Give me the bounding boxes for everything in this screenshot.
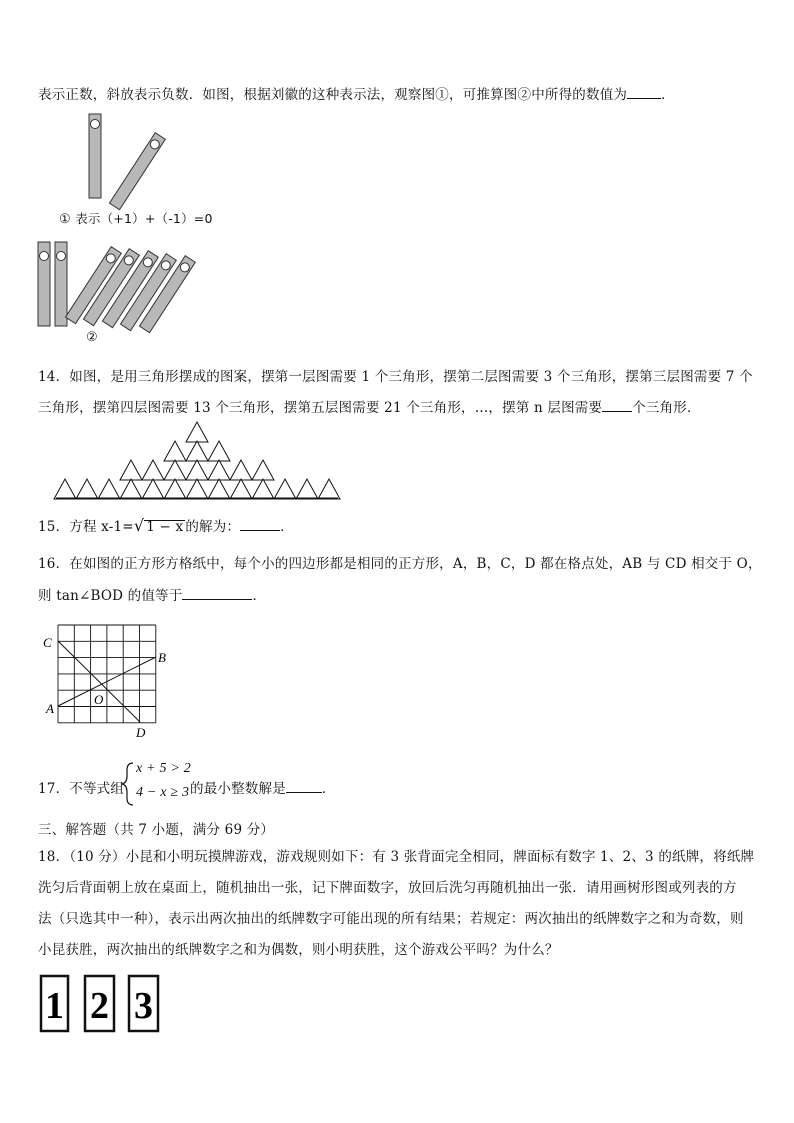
label-C: C bbox=[43, 635, 52, 650]
q15-radicand: 1 − x bbox=[146, 519, 184, 535]
card-3 bbox=[129, 976, 158, 1031]
q13-text: 表示正数，斜放表示负数．如图，根据刘徽的这种表示法，观察图①，可推算图②中所得的数值为 bbox=[38, 87, 628, 103]
label-B: B bbox=[158, 650, 166, 665]
q17-prefix: 17．不等式组 bbox=[38, 781, 125, 797]
q16-line-1: 16．在如图的正方形方格纸中，每个小的四边形都是相同的正方形，A，B，C，D 都在格点处，AB 与 CD 相交于 O， bbox=[38, 556, 762, 572]
q15-end: ． bbox=[280, 519, 294, 535]
card-3-number: 3 bbox=[134, 985, 153, 1027]
q16-end: ． bbox=[252, 588, 267, 604]
q17-suffix: 的最小整数解是 bbox=[190, 781, 286, 797]
q18-line-3: 法（只选其中一种），表示出两次抽出的纸牌数字可能出现的所有结果；若规定：两次抽出的纸牌数字之和为奇数，则 bbox=[38, 911, 744, 927]
q17-end: ． bbox=[321, 781, 336, 797]
card-2-number: 2 bbox=[90, 985, 109, 1027]
sqrt-symbol: √ bbox=[133, 516, 145, 535]
q17-ineq-1: x + 5 > 2 bbox=[136, 761, 191, 776]
q13-end: ． bbox=[661, 87, 675, 103]
label-A: A bbox=[46, 701, 54, 716]
q18-line-2: 洗匀后背面朝上放在桌面上，随机抽出一张，记下牌面数字，放回后洗匀再随机抽出一张．请用画树形图或列表的方 bbox=[38, 880, 737, 896]
card-2 bbox=[85, 976, 114, 1031]
q15-prefix: 15．方程 x-1= bbox=[38, 519, 134, 535]
card-1 bbox=[41, 976, 68, 1031]
label-O: O bbox=[94, 692, 104, 707]
q18-line-1: 18．（10 分）小昆和小明玩摸牌游戏，游戏规则如下：有 3 张背面完全相同，牌面标有数字 1、2、3 的纸牌，将纸牌 bbox=[38, 849, 755, 865]
q13-fig1-label: ① bbox=[59, 212, 71, 227]
q14-text: 三角形，摆第四层图需要 13 个三角形，摆第五层图需要 21 个三角形，…，摆第 n 层图需要 bbox=[38, 400, 603, 416]
q16-text: 则 tan∠BOD 的值等于 bbox=[38, 588, 183, 604]
card-1-number: 1 bbox=[45, 985, 64, 1027]
q13-fig2-label: ② bbox=[86, 330, 98, 345]
section-3-title: 三、解答题（共 7 小题，满分 69 分） bbox=[38, 822, 275, 838]
q14-text-end: 个三角形． bbox=[632, 400, 701, 416]
q14-line-1: 14．如图，是用三角形摆成的图案，摆第一层图需要 1 个三角形，摆第二层图需要 3 个三角形，摆第三层图需要 7 个 bbox=[38, 369, 753, 385]
q15-suffix: 的解为： bbox=[185, 519, 241, 535]
q13-fig1-caption: 表示（+1）+（-1）=0 bbox=[75, 211, 213, 226]
q18-line-4: 小昆获胜，两次抽出的纸牌数字之和为偶数，则小明获胜，这个游戏公平吗？为什么？ bbox=[38, 942, 559, 958]
q17-ineq-2: 4 − x ≥ 3 bbox=[136, 785, 190, 800]
label-D: D bbox=[136, 725, 146, 740]
